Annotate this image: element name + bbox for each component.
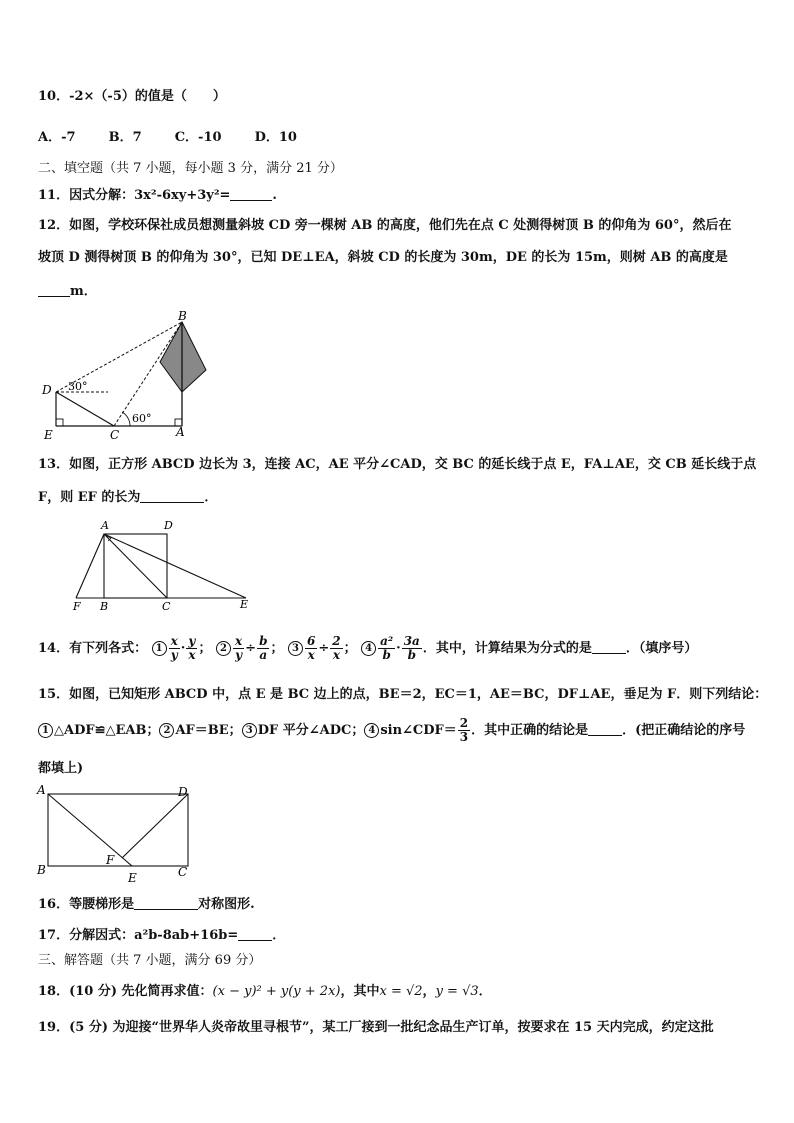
q13-label-b: B <box>100 600 109 613</box>
q14-frac-2a: $\frac{x}{y}$ <box>235 634 243 662</box>
q15-c4: sin∠CDF＝ <box>380 723 457 738</box>
q11 <box>38 186 277 205</box>
q10-stem: 10．-2×（-5）的值是（ ） <box>38 89 226 104</box>
q15-label-e: E <box>128 871 137 885</box>
q13-line2 <box>38 488 217 507</box>
q13-blank <box>140 488 204 503</box>
q12-angle-c: 60° <box>132 412 152 425</box>
q12-label-b: B <box>178 309 187 323</box>
q16-tail: 对称图形. <box>198 897 255 912</box>
q12-figure <box>38 308 218 444</box>
q12-label-a: A <box>176 425 185 439</box>
q13-line2-text: F，则 EF 的长为 <box>38 490 141 505</box>
q12-line-dc <box>56 392 114 426</box>
q13-line-af <box>76 534 104 598</box>
q15-figure <box>34 782 196 888</box>
q16-text: 16．等腰梯形是 <box>38 897 135 912</box>
q12-blank <box>38 282 70 297</box>
q11-blank <box>230 186 272 201</box>
q16 <box>38 895 255 914</box>
section3-heading: 三、解答题（共 7 小题，满分 69 分） <box>38 953 262 968</box>
q13-line-ac <box>104 534 167 598</box>
q15-c2: AF＝BE； <box>175 723 242 738</box>
q18: 18．(10 分) 先化简再求值：(x − y)² + y(y + 2x)，其中x = √2，y = √3． <box>38 984 492 999</box>
q13-label-a: A <box>101 519 109 532</box>
q10-option-c: C．-10 <box>174 130 222 145</box>
q15-mark-4: 4 <box>364 723 379 738</box>
q19-text: 19．(5 分) 为迎接“世界华人炎帝故里寻根节”，某工厂接到一批纪念品生产订单，按要求在 15 天内完成，约定这批 <box>38 1020 714 1035</box>
q15-mark-1: 1 <box>38 723 53 738</box>
q17-end: ． <box>272 928 286 943</box>
q13-label-f: F <box>73 600 81 613</box>
q12-tree-crown <box>160 322 206 392</box>
q15-line-ae <box>48 794 132 866</box>
q13-label-d: D <box>164 519 173 532</box>
q13-line-ae <box>104 534 246 598</box>
q14-prefix: 14．有下列各式： <box>38 641 148 656</box>
q13-figure <box>66 516 256 614</box>
q12-angle-arc-c <box>122 412 130 426</box>
q11-text: 11．因式分解：3x²-6xy+3y²= <box>38 188 231 203</box>
q14-frac-3a: $\frac{6}{x}$ <box>306 634 316 662</box>
q12-label-e: E <box>44 428 53 442</box>
q18-prefix: 18．(10 分) 先化简再求值： <box>38 984 213 999</box>
q18-expression: (x − y)² + y(y + 2x) <box>212 984 341 999</box>
q15-line2-tail: ．其中正确的结论是 <box>471 723 589 738</box>
q15-mark-2: 2 <box>159 723 174 738</box>
q12-angle-d: 30° <box>68 380 88 393</box>
q18-mid: ，其中 <box>340 984 380 999</box>
q15-line2 <box>38 714 745 748</box>
section2-heading: 二、填空题（共 7 小题，每小题 3 分，满分 21 分） <box>38 161 343 176</box>
q14-frac-3b: $\frac{2}{x}$ <box>332 634 341 662</box>
q18-y-value: y = √3 <box>435 984 479 999</box>
q13-label-c: C <box>162 600 171 613</box>
q18-end: ． <box>478 984 492 999</box>
q14-frac-2b: $\frac{b}{a}$ <box>259 634 268 662</box>
q17-text: 17．分解因式：a²b-8ab+16b= <box>38 928 239 943</box>
q12-label-c: C <box>110 428 120 442</box>
q15-c1: △ADF≌△EAB； <box>54 723 160 738</box>
q14-frac-1b: $\frac{y}{x}$ <box>188 634 196 662</box>
q12-line2: 坡顶 D 测得树顶 B 的仰角为 30°，已知 DE⊥EA，斜坡 CD 的长度为 30m，DE 的长为 15m，则树 AB 的高度是 <box>38 250 728 265</box>
q10-options <box>38 129 297 147</box>
q15-c3: DF 平分∠ADC； <box>257 723 365 738</box>
q17-blank <box>238 926 272 941</box>
q15-blank <box>588 721 622 736</box>
q12-label-d: D <box>42 383 52 397</box>
q15-line3: 都填上) <box>38 761 84 776</box>
q12-line3 <box>38 282 97 301</box>
q14-mark-3: 3 <box>288 641 303 656</box>
q10-option-d: D．10 <box>254 130 297 145</box>
q15-rectangle-abcd <box>48 794 188 866</box>
q14-mark-4: 4 <box>361 641 376 656</box>
q14-frac-4a: $\frac{\text{a²}}{b}$ <box>380 634 394 662</box>
q15-label-f: F <box>106 853 115 867</box>
q15-label-d: D <box>178 785 188 799</box>
q15-label-b: B <box>37 863 46 877</box>
q15-frac: $\frac{2}{3}$ <box>459 716 469 744</box>
q18-x-value: x = √2 <box>379 984 423 999</box>
q14-blank <box>592 639 626 654</box>
q15-mark-3: 3 <box>242 723 257 738</box>
q15-label-c: C <box>178 865 188 879</box>
q17 <box>38 926 285 945</box>
q11-end: . <box>272 188 277 203</box>
q10-option-b: B．7 <box>108 130 142 145</box>
q14-frac-4b: $\frac{3a}{b}$ <box>403 634 420 662</box>
q13-label-e: E <box>240 598 249 611</box>
q15-line1: 15．如图，已知矩形 ABCD 中，点 E 是 BC 边上的点，BE＝2，EC＝1，AE＝BC，DF⊥AE，垂足为 F．则下列结论： <box>38 687 768 702</box>
q15-label-a: A <box>37 783 46 797</box>
q14-tail: ．（填序号） <box>625 641 698 656</box>
q14-frac-1a: $\frac{x}{y}$ <box>170 634 178 662</box>
q12-line1: 12．如图，学校环保社成员想测量斜坡 CD 旁一棵树 AB 的高度，他们先在点 C 处测得树顶 B 的仰角为 60°，然后在 <box>38 218 732 233</box>
q12-right-angle-e <box>56 419 63 426</box>
q13-line2-end: ． <box>204 490 218 505</box>
q10-option-a: A．-7 <box>38 130 76 145</box>
q13-line1: 13．如图，正方形 ABCD 边长为 3，连接 AC，AE 平分∠CAD，交 BC 的延长线于点 E，FA⊥AE，交 CB 延长线于点 <box>38 457 757 472</box>
q12-line3-end: m． <box>70 284 97 299</box>
q14-suffix: ．其中，计算结果为分式的是 <box>422 641 592 656</box>
q16-blank <box>134 895 198 910</box>
q14-mark-1: 1 <box>152 641 167 656</box>
q14: 14．有下列各式： 1 $\frac{x}{y}$ · $\frac{y}{x}$ ； 2 $\frac{x}{y}$ ÷ $\frac{b}{a}$ ； 3 $\frac{6}{x}$ ÷ $\frac{2}{x}$ ； 4 $\frac{\text{a²}}{b}$ · $\frac{3a}{b}$ ．其中，计算结果为分式的是 ．（填序号） <box>38 634 698 662</box>
q15-line2-end: ．(把正确结论的序号 <box>622 723 746 738</box>
q15-line-df <box>122 794 188 858</box>
q14-mark-2: 2 <box>216 641 231 656</box>
